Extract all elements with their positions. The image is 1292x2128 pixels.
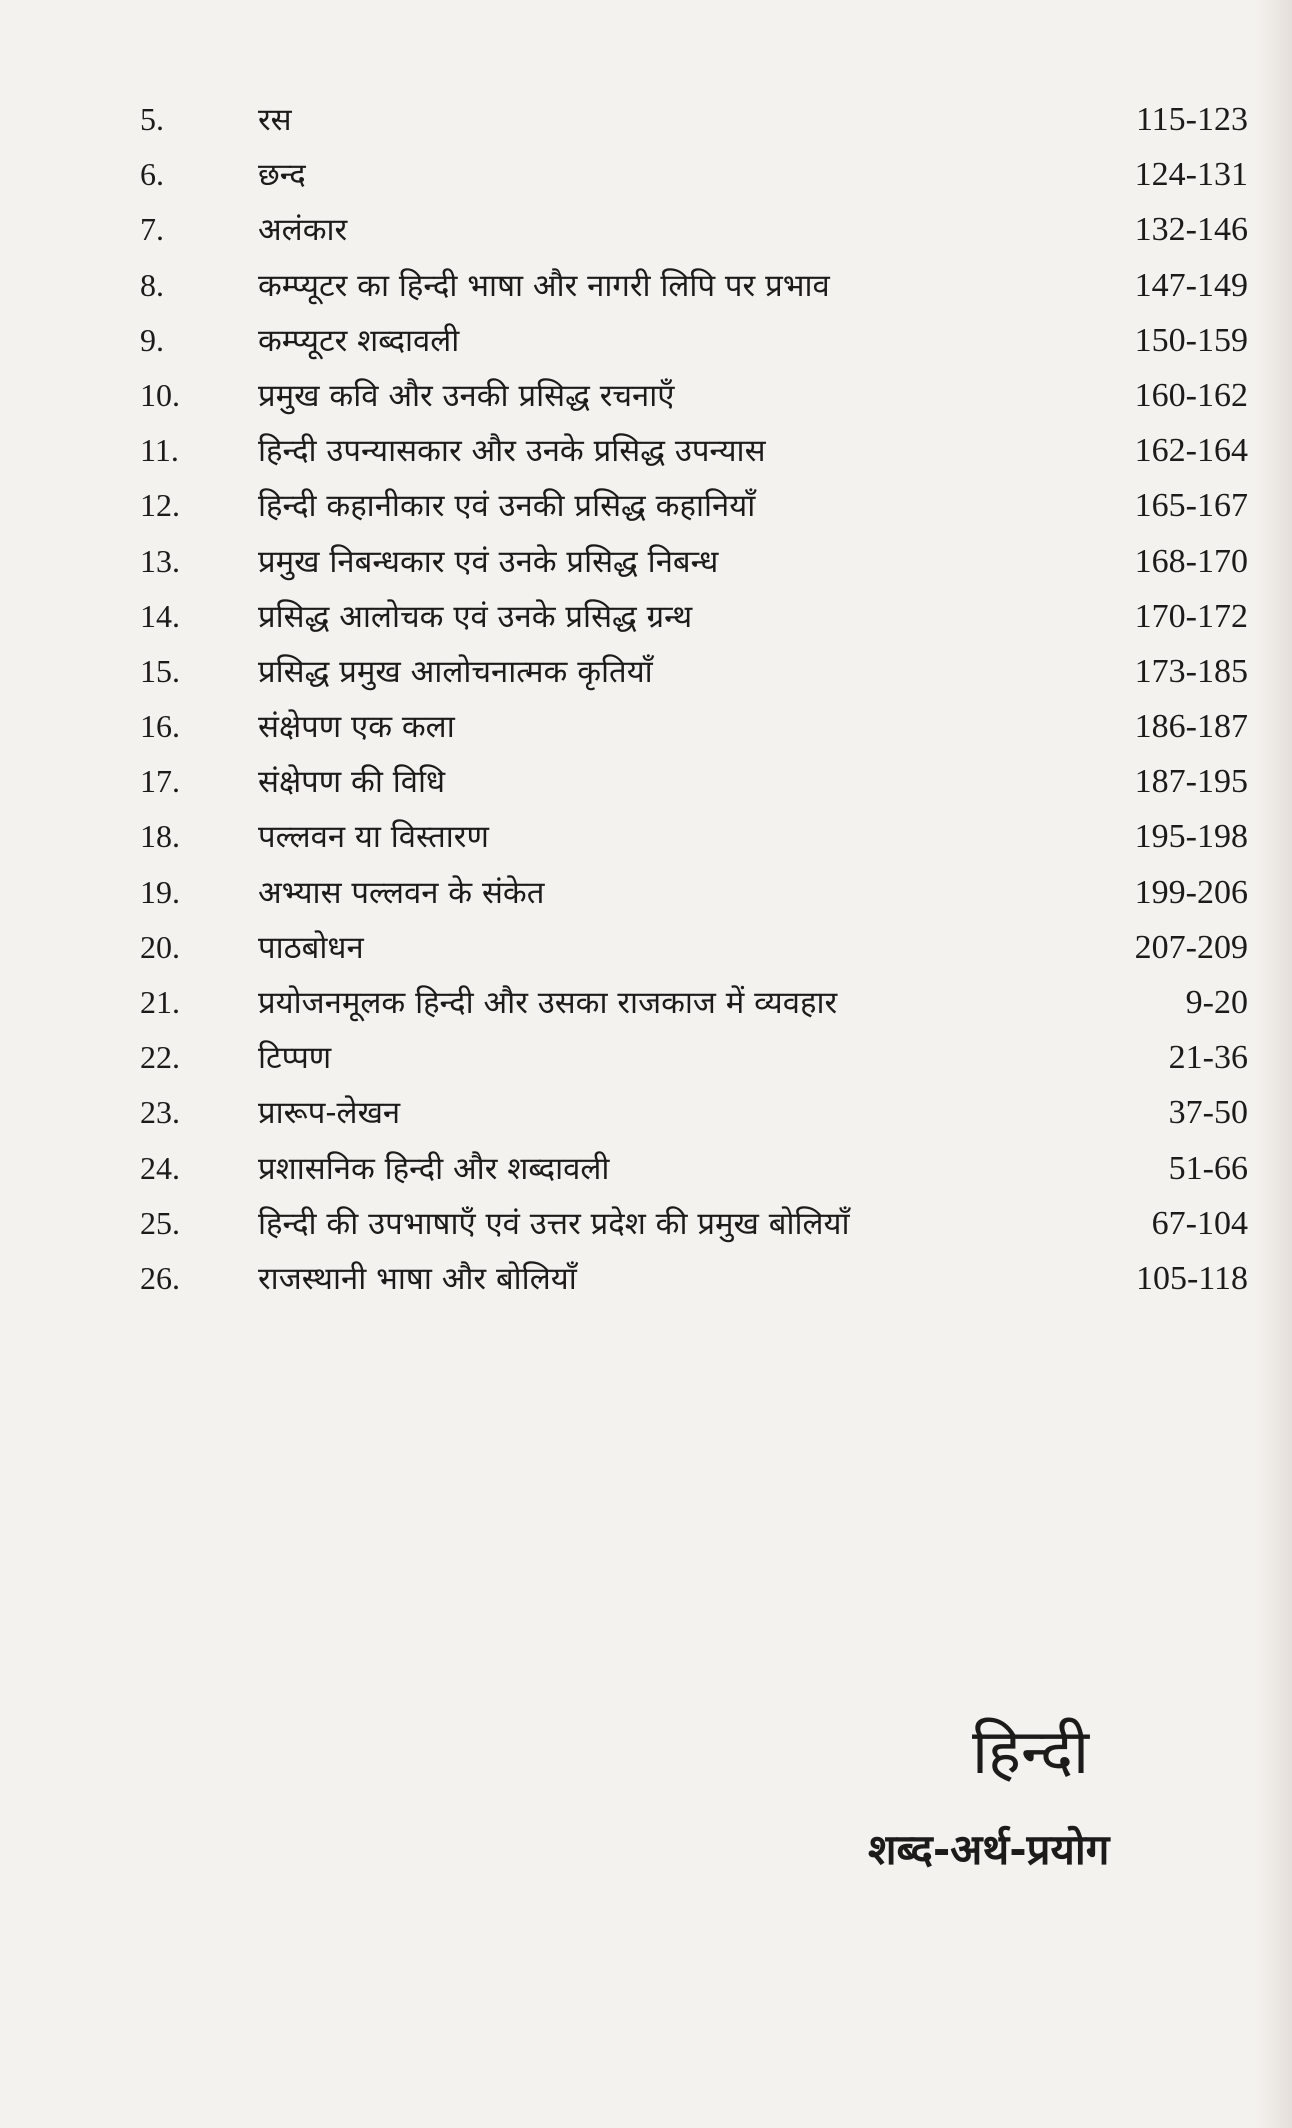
toc-entry-pages: 168-170 (1134, 542, 1248, 580)
toc-entry-title: हिन्दी कहानीकार एवं उनकी प्रसिद्ध कहानियाँ (258, 488, 756, 525)
toc-entry-title: हिन्दी की उपभाषाएँ एवं उत्तर प्रदेश की प्रमुख बोलियाँ (258, 1205, 850, 1242)
toc-entry-pages: 21-36 (1168, 1039, 1248, 1077)
toc-entry (140, 1251, 1248, 1306)
toc-entry-title: प्रसिद्ध आलोचक एवं उनके प्रसिद्ध ग्रन्थ (258, 598, 693, 635)
toc-entry-pages: 173-185 (1134, 652, 1248, 690)
toc-entry-pages: 132-146 (1134, 211, 1248, 249)
toc-entry-title: छन्द (258, 157, 306, 194)
toc-entry-pages: 124-131 (1134, 156, 1248, 194)
toc-entry-pages: 37-50 (1168, 1094, 1248, 1132)
toc-entry-title: प्रसिद्ध प्रमुख आलोचनात्मक कृतियाँ (258, 653, 653, 690)
toc-entry-pages: 170-172 (1134, 597, 1248, 635)
toc-entry-number: 26. (140, 1259, 180, 1296)
toc-entry (140, 699, 1248, 754)
toc-entry-number: 13. (140, 542, 180, 579)
toc-entry (140, 865, 1248, 920)
toc-entry (140, 258, 1248, 313)
hand-written-subtitle: शब्द-अर्थ-प्रयोग (868, 1825, 1110, 1874)
toc-entry-number: 21. (140, 984, 180, 1020)
toc-entry-pages: 9-20 (1185, 984, 1248, 1021)
toc-entry (140, 368, 1248, 423)
toc-entry-title: संक्षेपण की विधि (258, 764, 446, 801)
toc-entry-number: 10. (140, 376, 180, 413)
table-of-contents (140, 92, 1248, 1306)
toc-entry-title: प्रारूप-लेखन (258, 1095, 401, 1132)
toc-entry-number: 18. (140, 818, 180, 855)
toc-entry-number: 14. (140, 597, 180, 634)
toc-entry-number: 12. (140, 487, 180, 524)
toc-entry-pages: 186-187 (1134, 708, 1248, 746)
toc-entry-number: 19. (140, 873, 180, 910)
toc-entry (140, 1085, 1248, 1140)
toc-entry-number: 20. (140, 928, 180, 965)
toc-entry (140, 1196, 1248, 1251)
toc-entry-pages: 195-198 (1134, 818, 1248, 856)
toc-entry-number: 17. (140, 763, 180, 800)
toc-entry-title: रस (258, 102, 292, 138)
toc-entry (140, 147, 1248, 202)
toc-entry-title: प्रशासनिक हिन्दी और शब्दावली (258, 1150, 610, 1187)
toc-entry-title: पाठबोधन (258, 929, 364, 966)
toc-entry-title: राजस्थानी भाषा और बोलियाँ (258, 1260, 577, 1297)
toc-entry-number: 9. (140, 321, 164, 358)
toc-entry-title: अभ्यास पल्लवन के संकेत (258, 874, 545, 911)
toc-entry-title: अलंकार (258, 212, 348, 249)
toc-entry-number: 5. (140, 101, 164, 137)
toc-entry-number: 22. (140, 1039, 180, 1076)
toc-entry-pages: 105-118 (1135, 1259, 1248, 1297)
toc-entry (140, 478, 1248, 533)
toc-entry (140, 754, 1248, 809)
toc-entry-pages: 187-195 (1134, 763, 1248, 801)
toc-entry (140, 1030, 1248, 1085)
page-edge-shadow (1256, 0, 1292, 2128)
hand-written-title: हिन्दी (972, 1715, 1090, 1788)
toc-entry-pages: 147-149 (1134, 266, 1248, 304)
toc-entry (140, 92, 1248, 147)
toc-entry-title: पल्लवन या विस्तारण (258, 819, 489, 856)
toc-entry-title: हिन्दी उपन्यासकार और उनके प्रसिद्ध उपन्यास (258, 433, 766, 470)
toc-entry-number: 15. (140, 652, 180, 689)
toc-entry (140, 423, 1248, 478)
toc-entry (140, 975, 1248, 1030)
toc-entry-pages: 67-104 (1151, 1204, 1248, 1242)
toc-entry (140, 202, 1248, 257)
toc-entry-number: 6. (140, 156, 164, 193)
toc-entry (140, 809, 1248, 864)
toc-entry-pages: 162-164 (1134, 432, 1248, 470)
toc-entry (140, 313, 1248, 368)
toc-entry-pages: 165-167 (1134, 487, 1248, 525)
toc-entry-title: टिप्पण (258, 1040, 332, 1077)
toc-entry-title: कम्प्यूटर शब्दावली (258, 322, 460, 359)
toc-entry (140, 1141, 1248, 1196)
toc-entry (140, 534, 1248, 589)
toc-entry (140, 644, 1248, 699)
toc-entry-pages: 160-162 (1134, 376, 1248, 414)
toc-entry-title: कम्प्यूटर का हिन्दी भाषा और नागरी लिपि पर प्रभाव (258, 267, 830, 304)
toc-entry-number: 23. (140, 1094, 180, 1131)
toc-entry-number: 16. (140, 708, 180, 745)
toc-entry-pages: 51-66 (1168, 1149, 1248, 1187)
toc-entry-title: प्रमुख कवि और उनकी प्रसिद्ध रचनाएँ (258, 377, 675, 414)
toc-entry-number: 8. (140, 266, 164, 303)
toc-entry-pages: 207-209 (1134, 928, 1248, 966)
toc-entry-pages: 150-159 (1134, 321, 1248, 359)
toc-entry-number: 25. (140, 1204, 180, 1241)
toc-entry-title: संक्षेपण एक कला (258, 709, 455, 746)
toc-entry-number: 7. (140, 211, 164, 248)
toc-entry-number: 24. (140, 1149, 180, 1186)
toc-entry-pages: 115-123 (1135, 101, 1248, 138)
toc-entry-number: 11. (140, 432, 179, 469)
toc-entry-pages: 199-206 (1134, 873, 1248, 911)
toc-entry-title: प्रयोजनमूलक हिन्दी और उसका राजकाज में व्यवहार (258, 985, 838, 1021)
toc-entry (140, 920, 1248, 975)
toc-entry (140, 589, 1248, 644)
toc-entry-title: प्रमुख निबन्धकार एवं उनके प्रसिद्ध निबन्ध (258, 543, 719, 580)
